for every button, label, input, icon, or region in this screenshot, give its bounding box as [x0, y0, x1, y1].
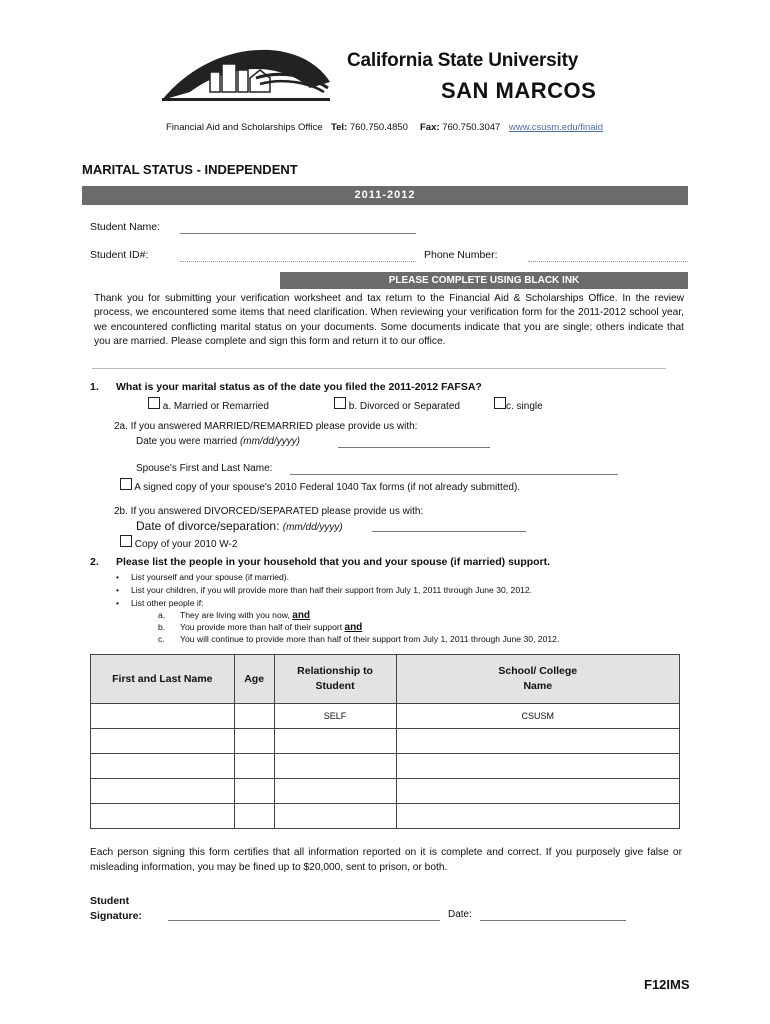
office-name: Financial Aid and Scholarships Office [166, 122, 323, 133]
bullet-text: List yourself and your spouse (if married). [130, 572, 290, 582]
cell-name[interactable] [91, 804, 235, 829]
divider [92, 368, 666, 369]
date-format-hint: (mm/dd/yyyy) [239, 436, 300, 447]
cell-relationship[interactable]: SELF [274, 704, 396, 729]
table-row [91, 729, 680, 754]
header-school-text: School/ College Name [498, 665, 578, 692]
sub-emph: and [292, 610, 311, 621]
cell-relationship[interactable] [274, 804, 396, 829]
cell-age[interactable] [234, 704, 274, 729]
spouse-tax-copy-item[interactable] [120, 478, 520, 493]
fax-number: 760.750.3047 [442, 122, 501, 133]
q2b-date-label [136, 519, 343, 533]
checkbox[interactable] [120, 535, 132, 547]
student-id-label: Student ID#: [90, 249, 149, 261]
signature-label [90, 894, 142, 924]
table-row [91, 754, 680, 779]
bullet-item: • List your children, if you will provide more than half their support from July 1, 2011 through June 30, 2012. [116, 585, 533, 595]
fax [420, 122, 500, 133]
w2-copy-item[interactable] [120, 535, 237, 550]
certification-text: Each person signing this form certifies that all information reported on it is complete and correct. If you purposely give false or misleading information, you may be fined up to $20,000, sent to prison, or both. [90, 847, 682, 873]
checkbox[interactable] [494, 397, 506, 409]
student-name-field[interactable] [180, 233, 416, 234]
tel-number: 760.750.4850 [349, 122, 408, 133]
cell-age[interactable] [234, 804, 274, 829]
q2-text: Please list the people in your household that you and your spouse (if married) support. [116, 556, 551, 568]
fax-label: Fax: [420, 122, 440, 133]
q2-number: 2. [90, 556, 99, 568]
bullet-text: List other people if: [130, 598, 204, 608]
cell-relationship[interactable] [274, 754, 396, 779]
spouse-name-field[interactable] [290, 474, 618, 475]
sub-text: They are living with you now, [180, 610, 290, 620]
option-label: b. Divorced or Separated [348, 401, 460, 412]
phone-field[interactable] [528, 261, 688, 262]
sub-letter: a. [158, 610, 166, 620]
checkbox[interactable] [120, 478, 132, 490]
q1-text: What is your marital status as of the date you filed the 2011-2012 FAFSA? [116, 381, 482, 393]
tax-copy-label: A signed copy of your spouse's 2010 Federal 1040 Tax forms (if not already submitted). [134, 482, 521, 493]
signature-date-field[interactable] [480, 920, 626, 921]
bullet-text: List your children, if you will provide more than half their support from July 1, 2011 through June 30, 2012. [130, 585, 533, 595]
intro-paragraph: Thank you for submitting your verification worksheet and tax return to the Financial Aid & Scholarships Office. In the review process, we encountered some items that need clarification. When reviewing your verification form for the 2011-2012 school year, we encountered conflicting marital status on your documents. Some documents indicate that you are single; others indicate that you are married. Please complete and sign this form and return it to our office. [94, 293, 684, 347]
table-row [91, 704, 680, 729]
cell-name[interactable] [91, 704, 235, 729]
q2a-date-label [136, 436, 300, 447]
website-link[interactable]: www.csusm.edu/finaid [509, 122, 603, 133]
household-table [90, 654, 680, 829]
divorce-date-field[interactable] [372, 531, 526, 532]
cell-name[interactable] [91, 779, 235, 804]
bullet-item: • List yourself and your spouse (if married). [116, 572, 290, 582]
cell-relationship[interactable] [274, 779, 396, 804]
tel-label: Tel: [331, 122, 348, 133]
checkbox[interactable] [334, 397, 346, 409]
q1-number: 1. [90, 381, 99, 393]
q2a-intro: 2a. If you answered MARRIED/REMARRIED please provide us with: [114, 421, 418, 432]
sub-text: You will continue to provide more than half of their support from July 1, 2011 through June 30, 2012. [180, 634, 560, 644]
table-row [91, 779, 680, 804]
checkbox[interactable] [148, 397, 160, 409]
sub-emph: and [344, 622, 363, 633]
sub-letter: c. [158, 634, 165, 644]
ink-notice-bar: PLEASE COMPLETE USING BLACK INK [280, 272, 688, 289]
cell-school[interactable] [396, 804, 679, 829]
header-age: Age [234, 655, 274, 704]
bullet-item: • List other people if: [116, 598, 204, 608]
sub-item [158, 610, 310, 621]
phone-label: Phone Number: [424, 249, 498, 261]
cell-age[interactable] [234, 754, 274, 779]
university-name-line1: California State University [347, 50, 579, 71]
q1-option-divorced[interactable] [334, 397, 460, 412]
spouse-name-label: Spouse's First and Last Name: [136, 463, 273, 474]
cell-name[interactable] [91, 729, 235, 754]
date-married-label: Date you were married [136, 436, 238, 447]
header-school [396, 655, 679, 704]
header-name: First and Last Name [91, 655, 235, 704]
sub-text: You provide more than half of their support [180, 622, 343, 632]
cell-school[interactable] [396, 729, 679, 754]
header-relationship [274, 655, 396, 704]
q1-option-single[interactable] [494, 397, 543, 412]
telephone [331, 122, 408, 133]
cell-school[interactable] [396, 779, 679, 804]
year-bar: 2011-2012 [82, 186, 688, 205]
table-header-row [91, 655, 680, 704]
cell-school[interactable]: CSUSM [396, 704, 679, 729]
signature-field[interactable] [168, 920, 440, 921]
cell-school[interactable] [396, 754, 679, 779]
sub-item [158, 622, 362, 633]
header-relationship-text: Relationship to Student [297, 665, 373, 692]
cell-name[interactable] [91, 754, 235, 779]
form-code: F12IMS [644, 977, 690, 992]
q2b-intro: 2b. If you answered DIVORCED/SEPARATED please provide us with: [114, 506, 424, 517]
date-format-hint: (mm/dd/yyyy) [282, 522, 343, 533]
signature-label-line1: Student [90, 895, 130, 907]
sub-letter: b. [158, 622, 166, 632]
cell-relationship[interactable] [274, 729, 396, 754]
w2-label: Copy of your 2010 W-2 [134, 539, 238, 550]
table-row [91, 804, 680, 829]
option-label: a. Married or Remarried [162, 401, 269, 412]
date-label: Date: [448, 909, 472, 920]
student-id-field[interactable] [180, 261, 416, 262]
university-name-line2: SAN MARCOS [441, 78, 597, 103]
cell-age[interactable] [234, 779, 274, 804]
signature-label-line2: Signature: [90, 910, 142, 922]
csusm-logo [160, 48, 332, 104]
cell-age[interactable] [234, 729, 274, 754]
date-married-field[interactable] [338, 447, 490, 448]
q1-option-married[interactable] [148, 397, 269, 412]
sub-item [158, 634, 559, 644]
option-label: c. single [506, 401, 543, 412]
form-title: MARITAL STATUS - INDEPENDENT [82, 162, 298, 177]
student-name-label: Student Name: [90, 221, 161, 233]
divorce-date-label: Date of divorce/separation: [136, 519, 280, 533]
